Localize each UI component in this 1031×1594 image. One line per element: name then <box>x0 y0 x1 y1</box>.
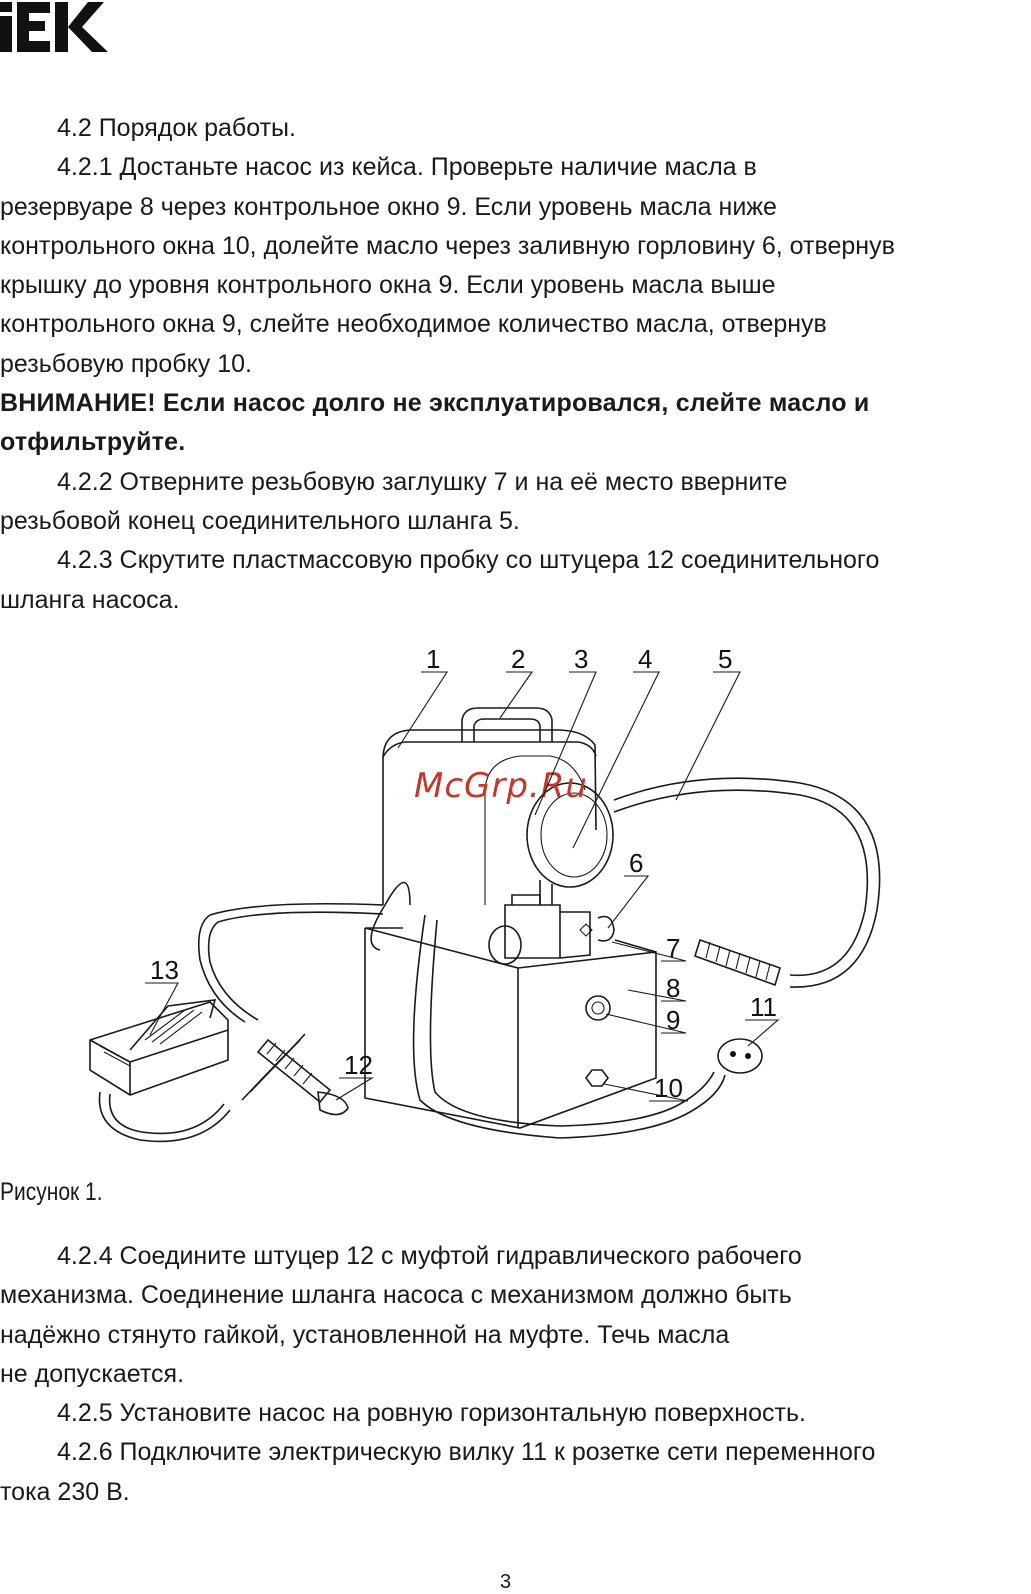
callout-label-9: 9 <box>666 1005 681 1035</box>
callout-2 <box>500 644 532 718</box>
iek-logo <box>0 0 112 54</box>
callout-8 <box>628 973 686 1003</box>
callout-label-4: 4 <box>638 644 653 674</box>
callout-7 <box>612 933 686 963</box>
callout-5 <box>676 644 740 800</box>
pedal-hose <box>100 904 384 1142</box>
paragraph-line: надёжно стянуто гайкой, установленной на муфте. Течь масла <box>0 1320 730 1349</box>
paragraph-4-2-6 <box>0 1433 1025 1512</box>
callout-13 <box>145 955 179 1035</box>
foot-pedal <box>90 1000 228 1095</box>
callout-label-11: 11 <box>750 992 777 1022</box>
callout-4 <box>573 644 659 848</box>
electric-plug <box>718 1039 762 1073</box>
carry-handle <box>462 708 552 742</box>
section-heading: 4.2 Порядок работы. <box>57 114 296 142</box>
instructions-part-2 <box>0 1237 1025 1512</box>
callout-10 <box>604 1073 688 1103</box>
callout-11 <box>745 992 778 1046</box>
paragraph-line: шланга насоса. <box>0 585 180 614</box>
callout-label-5: 5 <box>718 644 733 674</box>
warning-note <box>0 384 1025 463</box>
paragraph-line: тока 230 В. <box>0 1477 130 1506</box>
warning-line: ВНИМАНИЕ! Если насос долго не эксплуатировался, слейте масло и <box>0 389 870 418</box>
paragraph-line: контрольного окна 10, долейте масло через заливную горловину 6, отвернув <box>0 231 895 260</box>
oil-window <box>586 996 610 1020</box>
callout-label-6: 6 <box>629 848 644 878</box>
paragraph-4-2-6-first-line: 4.2.6 Подключите электрическую вилку 11 к розетке сети переменного <box>57 1438 876 1467</box>
paragraph-line: резьбовую пробку 10. <box>0 349 252 378</box>
paragraph-4-2-3-first-line: 4.2.3 Скрутите пластмассовую пробку со штуцера 12 соединительного <box>57 546 880 575</box>
paragraph-4-2-4 <box>0 1237 1025 1394</box>
hose-5 <box>614 790 867 975</box>
callout-label-7: 7 <box>666 933 681 963</box>
callout-label-13: 13 <box>150 955 179 985</box>
callout-6 <box>608 848 648 928</box>
callout-1 <box>398 644 447 748</box>
figure-caption: Рисунок 1. <box>0 1178 103 1206</box>
paragraph-4-2-5-line: 4.2.5 Установите насос на ровную горизонтальную поверхность. <box>57 1399 806 1428</box>
pump-motor-housing <box>383 730 596 905</box>
paragraph-4-2-5 <box>0 1394 1025 1433</box>
callout-label-12: 12 <box>344 1050 373 1080</box>
valve-block <box>505 895 590 958</box>
fitting-12 <box>258 1040 348 1115</box>
paragraph-4-2-1-first-line: 4.2.1 Достаньте насос из кейса. Проверьте наличие масла в <box>57 153 757 182</box>
threaded-connector <box>695 940 780 985</box>
paragraph-line: резервуаре 8 через контрольное окно 9. Если уровень масла ниже <box>0 192 777 221</box>
paragraph-4-2-4-first-line: 4.2.4 Соедините штуцер 12 с муфтой гидравлического рабочего <box>57 1242 802 1270</box>
paragraph-line: крышку до уровня контрольного окна 9. Если уровень масла выше <box>0 271 776 300</box>
paragraph-4-2-1 <box>0 148 1025 384</box>
callout-label-3: 3 <box>574 644 589 674</box>
paragraph-4-2-2-first-line: 4.2.2 Отверните резьбовую заглушку 7 и на её место вверните <box>57 467 788 496</box>
instructions-part-1 <box>0 109 1025 620</box>
paragraph-4-2-3 <box>0 541 1025 620</box>
callout-label-2: 2 <box>511 644 526 674</box>
paragraph-line: контрольного окна 9, слейте необходимое количество масла, отвернув <box>0 310 827 339</box>
callout-label-10: 10 <box>654 1073 683 1103</box>
section-4-2 <box>0 109 1025 148</box>
warning-line: отфильтруйте. <box>0 428 186 457</box>
paragraph-line: резьбовой конец соединительного шланга 5. <box>0 506 520 535</box>
callout-9 <box>606 1005 686 1035</box>
paragraph-line: не допускается. <box>0 1359 185 1388</box>
callout-label-1: 1 <box>426 644 441 674</box>
callout-label-8: 8 <box>666 973 681 1003</box>
watermark: McGrp.Ru <box>414 766 588 806</box>
callout-12 <box>336 1050 373 1100</box>
paragraph-line: механизма. Соединение шланга насоса с механизмом должно быть <box>0 1281 792 1310</box>
pump-diagram <box>0 625 1031 1165</box>
paragraph-4-2-2 <box>0 463 1025 542</box>
page-number: 3 <box>500 1571 512 1593</box>
